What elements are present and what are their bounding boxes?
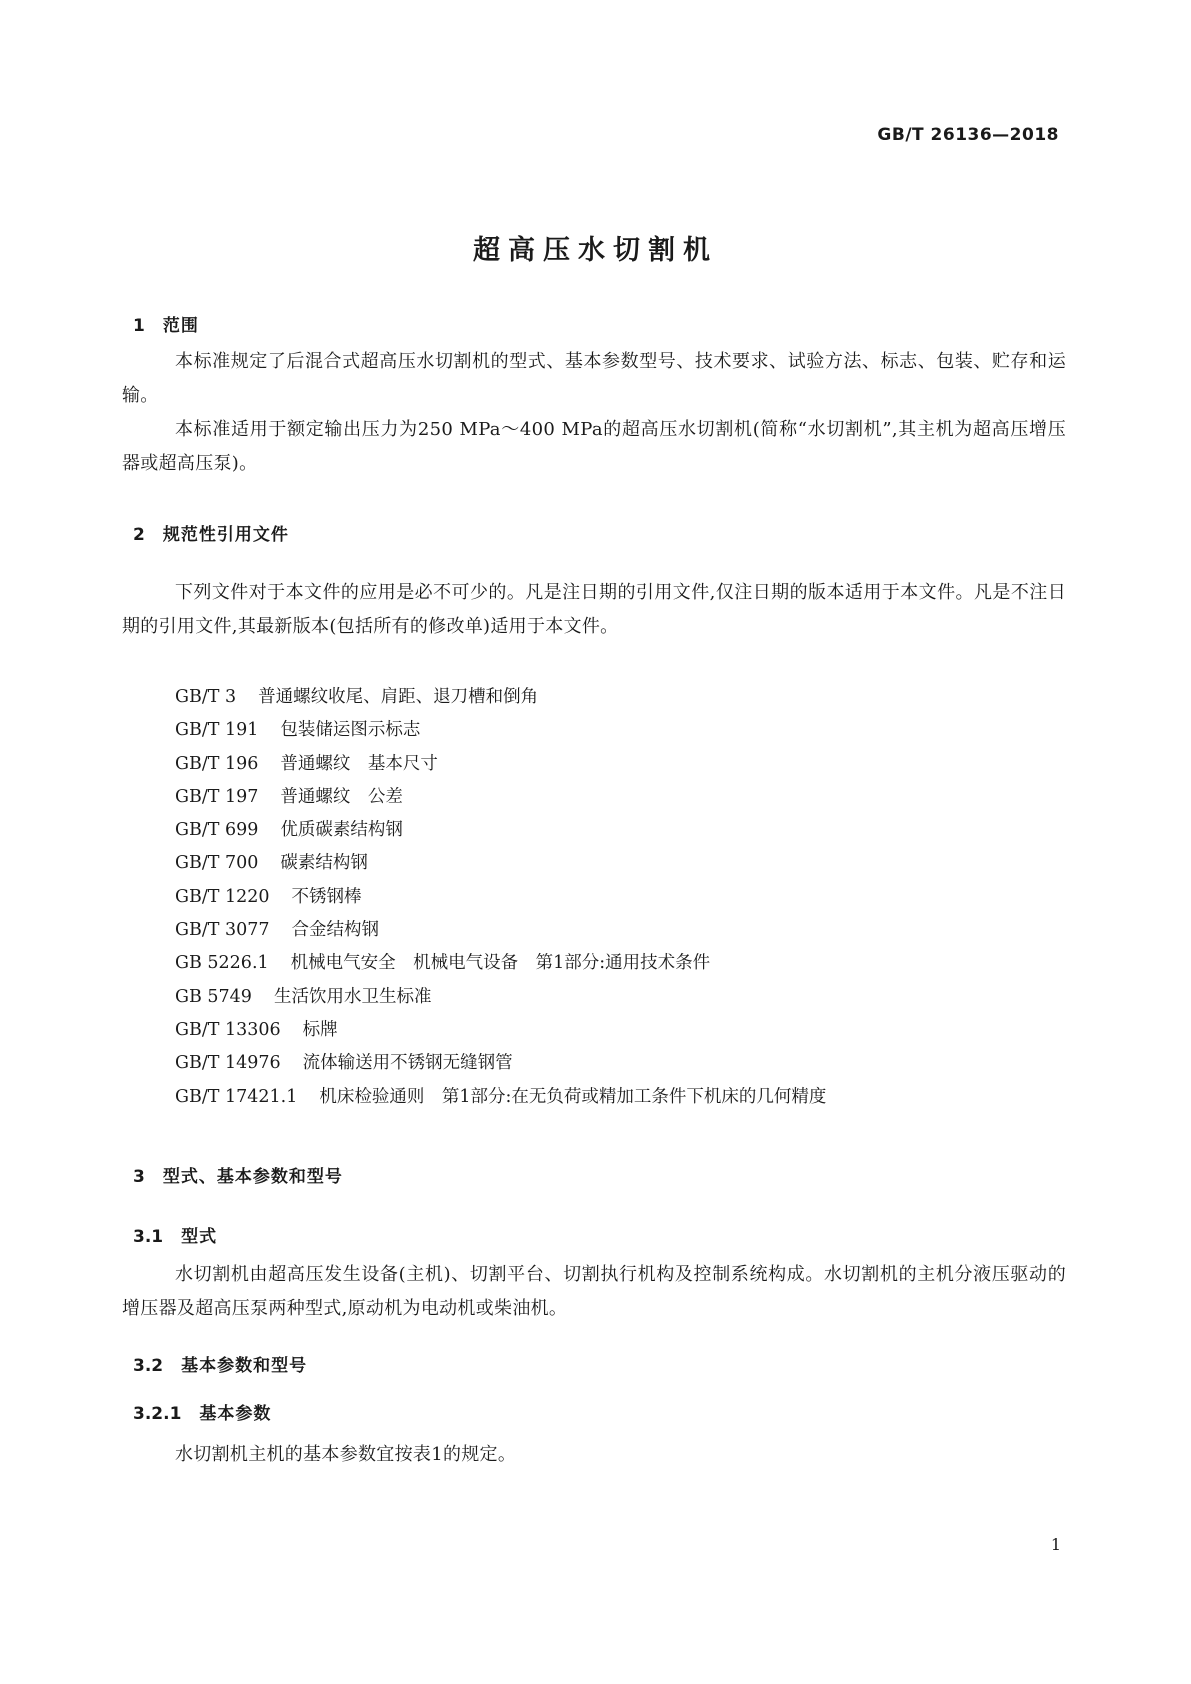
parameters-paragraph: 水切割机主机的基本参数宜按表1的规定。 — [175, 1444, 517, 1465]
reference-code: GB/T 197 — [175, 786, 259, 807]
section-heading-3 — [133, 1162, 343, 1187]
normative-references-list — [175, 681, 826, 1114]
section-title: 型式 — [181, 1227, 218, 1247]
section-title: 型式、基本参数和型号 — [162, 1167, 343, 1187]
reference-title: 碳素结构钢 — [280, 853, 368, 874]
reference-title: 机械电气安全 机械电气设备 第1部分:通用技术条件 — [290, 953, 711, 974]
document-title: 超高压水切割机 — [473, 235, 718, 266]
page-number: 1 — [1050, 1535, 1061, 1554]
reference-code: GB/T 14976 — [175, 1053, 281, 1074]
reference-item — [175, 981, 826, 1014]
reference-title: 生活饮用水卫生标准 — [273, 986, 432, 1007]
reference-item — [175, 748, 826, 781]
reference-code: GB 5749 — [175, 986, 252, 1007]
reference-title: 包装储运图示标志 — [280, 720, 421, 741]
reference-code: GB/T 196 — [175, 753, 259, 774]
section-heading-3-2 — [133, 1351, 307, 1376]
reference-item — [175, 1081, 826, 1114]
reference-item — [175, 1047, 826, 1080]
reference-code: GB/T 3 — [175, 687, 237, 707]
scope-paragraph-1: 本标准规定了后混合式超高压水切割机的型式、基本参数型号、技术要求、试验方法、标志、包装、贮存和运输。 — [122, 351, 1066, 406]
section-title: 基本参数 — [199, 1404, 272, 1424]
section-heading-3-1 — [133, 1222, 217, 1247]
reference-item — [175, 714, 826, 747]
section-number: 1 — [133, 316, 145, 336]
standard-number: GB/T 26136—2018 — [877, 125, 1059, 145]
section-number: 3.2.1 — [133, 1404, 182, 1424]
reference-title: 普通螺纹收尾、肩距、退刀槽和倒角 — [258, 687, 539, 707]
scope-paragraph-2: 本标准适用于额定输出压力为250 MPa～400 MPa的超高压水切割机(简称“水切割机”,其主机为超高压增压器或超高压泵)。 — [122, 419, 1066, 474]
reference-title: 优质碳素结构钢 — [280, 820, 403, 841]
reference-item — [175, 881, 826, 914]
reference-code: GB 5226.1 — [175, 953, 269, 974]
reference-item — [175, 847, 826, 880]
section-heading-3-2-1 — [133, 1399, 271, 1424]
reference-code: GB/T 1220 — [175, 886, 270, 907]
type-description-paragraph: 水切割机由超高压发生设备(主机)、切割平台、切割执行机构及控制系统构成。水切割机的主机分液压驱动的增压器及超高压泵两种型式,原动机为电动机或柴油机。 — [122, 1264, 1066, 1319]
section-heading-2 — [133, 520, 289, 545]
section-number: 3 — [133, 1167, 145, 1187]
reference-item — [175, 947, 826, 980]
reference-title: 普通螺纹 基本尺寸 — [280, 753, 438, 774]
reference-title: 机床检验通则 第1部分:在无负荷或精加工条件下机床的几何精度 — [319, 1086, 827, 1107]
reference-title: 流体输送用不锈钢无缝钢管 — [302, 1053, 513, 1074]
reference-item — [175, 814, 826, 847]
section-number: 2 — [133, 525, 145, 545]
reference-item — [175, 1014, 826, 1047]
reference-code: GB/T 700 — [175, 853, 259, 874]
section-number: 3.1 — [133, 1227, 164, 1247]
reference-item — [175, 681, 826, 714]
section-number: 3.2 — [133, 1356, 164, 1376]
reference-code: GB/T 3077 — [175, 920, 270, 941]
section-title: 基本参数和型号 — [181, 1356, 308, 1376]
reference-item — [175, 914, 826, 947]
reference-title: 不锈钢棒 — [291, 886, 362, 907]
reference-code: GB/T 699 — [175, 820, 259, 841]
references-intro-paragraph: 下列文件对于本文件的应用是必不可少的。凡是注日期的引用文件,仅注日期的版本适用于本文件。凡是不注日期的引用文件,其最新版本(包括所有的修改单)适用于本文件。 — [122, 582, 1066, 637]
section-title: 规范性引用文件 — [162, 525, 289, 545]
reference-title: 合金结构钢 — [291, 920, 380, 941]
reference-code: GB/T 191 — [175, 720, 259, 741]
reference-code: GB/T 13306 — [175, 1019, 281, 1040]
reference-title: 普通螺纹 公差 — [280, 786, 403, 807]
reference-title: 标牌 — [302, 1019, 338, 1040]
section-heading-1 — [133, 311, 199, 336]
reference-code: GB/T 17421.1 — [175, 1086, 298, 1107]
section-title: 范围 — [162, 316, 199, 336]
reference-item — [175, 781, 826, 814]
